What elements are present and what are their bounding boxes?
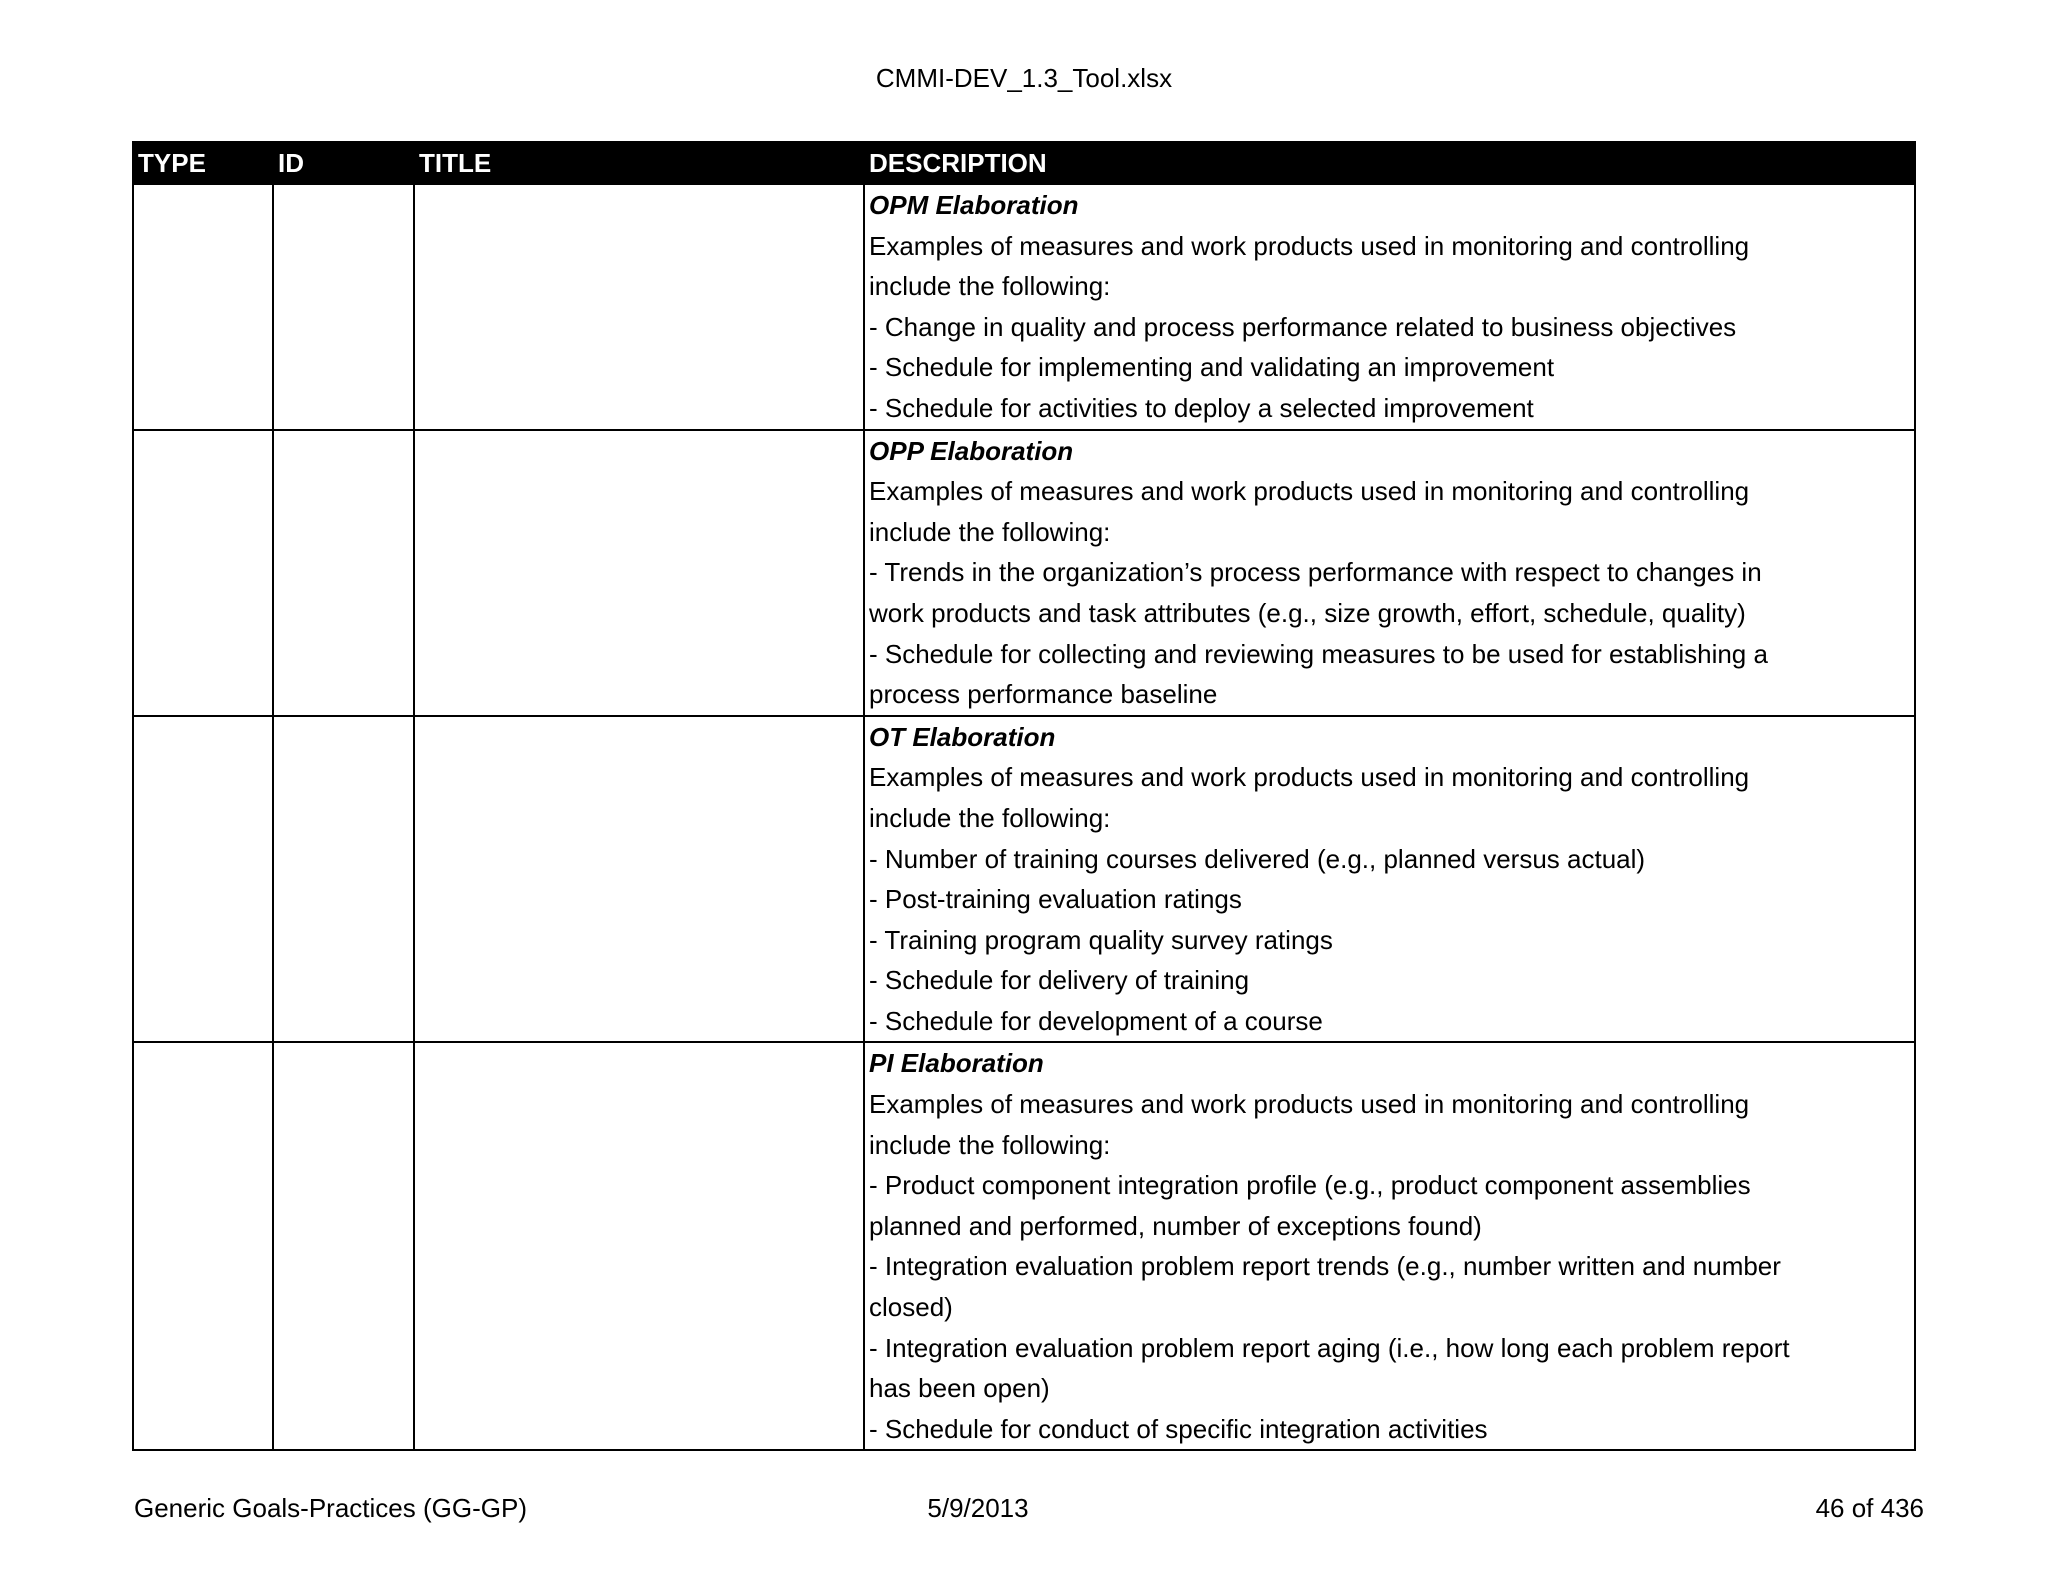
description-line: - Schedule for collecting and reviewing measures to be used for establishing a bbox=[869, 638, 1768, 669]
description-line: Examples of measures and work products used in monitoring and controlling bbox=[869, 762, 1750, 793]
title-cell bbox=[414, 184, 864, 430]
description-cell bbox=[864, 430, 1915, 716]
description-line: - Integration evaluation problem report trends (e.g., number written and number bbox=[869, 1251, 1781, 1282]
description-line: - Schedule for development of a course bbox=[869, 1005, 1323, 1036]
footer-page-number: 46 of 436 bbox=[1815, 1493, 1924, 1523]
description-line: - Schedule for delivery of training bbox=[869, 965, 1250, 996]
id-cell bbox=[273, 184, 414, 430]
description-line: - Product component integration profile (e.g., product component assemblies bbox=[869, 1170, 1751, 1201]
description-line: - Schedule for implementing and validating an improvement bbox=[869, 352, 1555, 383]
id-cell bbox=[273, 430, 414, 716]
id-cell bbox=[273, 1042, 414, 1450]
type-cell bbox=[133, 716, 273, 1043]
description-line: - Post-training evaluation ratings bbox=[869, 884, 1242, 915]
description-line: Examples of measures and work products used in monitoring and controlling bbox=[869, 1089, 1750, 1120]
elaboration-heading: OPM Elaboration bbox=[869, 190, 1079, 220]
description-cell bbox=[864, 1042, 1915, 1450]
table-body bbox=[133, 184, 1915, 1450]
practice-table bbox=[132, 141, 1916, 1451]
header-row bbox=[133, 142, 1915, 184]
table-row bbox=[133, 430, 1915, 716]
description-line: include the following: bbox=[869, 1129, 1111, 1160]
description-cell bbox=[864, 716, 1915, 1043]
type-cell bbox=[133, 1042, 273, 1450]
description-line: include the following: bbox=[869, 802, 1111, 833]
description-line: closed) bbox=[869, 1292, 953, 1323]
table-header bbox=[133, 142, 1915, 184]
description-line: - Schedule for conduct of specific integration activities bbox=[869, 1413, 1488, 1444]
description-line: - Integration evaluation problem report aging (i.e., how long each problem report bbox=[869, 1332, 1790, 1363]
description-line: process performance baseline bbox=[869, 679, 1218, 710]
column-header-type: TYPE bbox=[133, 142, 273, 184]
description-line: Examples of measures and work products used in monitoring and controlling bbox=[869, 230, 1750, 261]
description-cell bbox=[864, 184, 1915, 430]
column-header-title: TITLE bbox=[414, 142, 864, 184]
description-line: - Number of training courses delivered (e.g., planned versus actual) bbox=[869, 843, 1646, 874]
description-line: include the following: bbox=[869, 516, 1111, 547]
description-line: has been open) bbox=[869, 1373, 1050, 1404]
footer-section-name: Generic Goals-Practices (GG-GP) bbox=[134, 1493, 527, 1523]
elaboration-heading: OT Elaboration bbox=[869, 721, 1056, 752]
table-row bbox=[133, 1042, 1915, 1450]
title-cell bbox=[414, 430, 864, 716]
title-cell bbox=[414, 1042, 864, 1450]
column-header-description: DESCRIPTION bbox=[864, 142, 1915, 184]
table-row bbox=[133, 184, 1915, 430]
description-line: - Trends in the organization’s process performance with respect to changes in bbox=[869, 557, 1762, 588]
description-line: - Change in quality and process performance related to business objectives bbox=[869, 311, 1737, 342]
type-cell bbox=[133, 430, 273, 716]
footer-date: 5/9/2013 bbox=[927, 1493, 1029, 1523]
elaboration-heading: PI Elaboration bbox=[869, 1048, 1044, 1079]
title-cell bbox=[414, 716, 864, 1043]
page-header-filename: CMMI-DEV_1.3_Tool.xlsx bbox=[875, 63, 1173, 93]
description-line: include the following: bbox=[869, 271, 1111, 302]
description-line: - Training program quality survey ratings bbox=[869, 924, 1333, 955]
description-line: - Schedule for activities to deploy a selected improvement bbox=[869, 392, 1534, 423]
id-cell bbox=[273, 716, 414, 1043]
table-row bbox=[133, 716, 1915, 1043]
description-line: Examples of measures and work products used in monitoring and controlling bbox=[869, 476, 1750, 507]
column-header-id: ID bbox=[273, 142, 414, 184]
elaboration-heading: OPP Elaboration bbox=[869, 435, 1074, 466]
type-cell bbox=[133, 184, 273, 430]
description-line: planned and performed, number of exceptions found) bbox=[869, 1210, 1482, 1241]
description-line: work products and task attributes (e.g., size growth, effort, schedule, quality) bbox=[869, 597, 1746, 628]
